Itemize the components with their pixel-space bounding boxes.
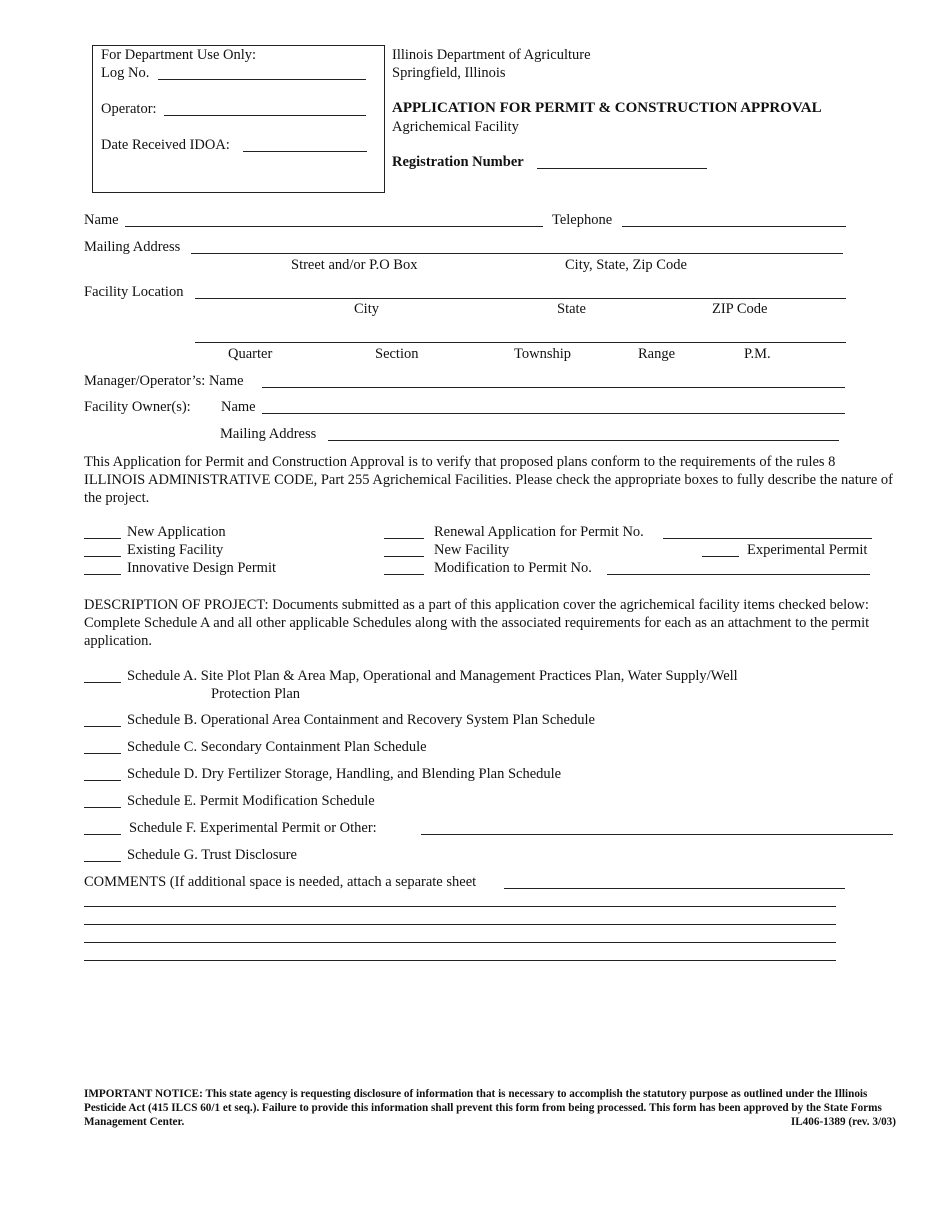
comments-line-first[interactable] — [504, 888, 845, 889]
schedule-f-blank[interactable] — [84, 834, 121, 835]
experimental-permit-blank[interactable] — [702, 556, 739, 557]
comments-line[interactable] — [84, 942, 836, 943]
schedule-g-label: Schedule G. Trust Disclosure — [127, 847, 297, 863]
schedule-f-other-field[interactable] — [421, 834, 893, 835]
range-caption: Range — [638, 346, 676, 362]
telephone-field[interactable] — [622, 226, 846, 227]
facility-zip-caption: ZIP Code — [712, 301, 768, 317]
form-subtitle: Agrichemical Facility — [392, 119, 519, 135]
operator-field[interactable] — [164, 115, 366, 116]
name-field[interactable] — [125, 226, 543, 227]
schedule-e-label: Schedule E. Permit Modification Schedule — [127, 793, 375, 809]
registration-number-field[interactable] — [537, 168, 707, 169]
modification-blank[interactable] — [384, 574, 424, 575]
schedule-b-blank[interactable] — [84, 726, 121, 727]
manager-operator-label: Manager/Operator’s: Name — [84, 373, 244, 389]
form-title: APPLICATION FOR PERMIT & CONSTRUCTION APPROVAL — [392, 100, 822, 116]
owner-name-label: Name — [221, 399, 256, 415]
schedule-a-label-continued: Protection Plan — [211, 686, 301, 702]
comments-line[interactable] — [84, 960, 836, 961]
pm-caption: P.M. — [744, 346, 771, 362]
log-number-label: Log No. — [101, 65, 150, 81]
facility-location-field[interactable] — [195, 298, 846, 299]
new-application-label: New Application — [127, 524, 226, 540]
comments-line[interactable] — [84, 924, 836, 925]
schedule-g-blank[interactable] — [84, 861, 121, 862]
existing-facility-blank[interactable] — [84, 556, 121, 557]
mailing-address-label: Mailing Address — [84, 239, 181, 255]
facility-location-label: Facility Location — [84, 284, 184, 300]
renewal-blank[interactable] — [384, 538, 424, 539]
intro-paragraph: This Application for Permit and Construction Approval is to verify that proposed plans conform to the requirements of the rules 8 ILLINOIS ADMINISTRATIVE CODE, Part 255 Agrichemical Facilities. Please check the appropriate boxes to fully describe the nature of the project. — [84, 454, 893, 506]
schedule-c-blank[interactable] — [84, 753, 121, 754]
modification-permit-number-field[interactable] — [607, 574, 870, 575]
important-notice-text: IMPORTANT NOTICE: This state agency is requesting disclosure of information that is necessary to accomplish the statutory purpose as outlined under the Illinois Pesticide Act (415 ILCS 60/1 et seq.). Failure to provide this information shall prevent this form from being processed. This form has been approved by the State Forms Management Center. — [84, 1088, 882, 1128]
name-label: Name — [84, 212, 119, 228]
schedule-b-label: Schedule B. Operational Area Containment and Recovery System Plan Schedule — [127, 712, 595, 728]
date-received-label: Date Received IDOA: — [101, 137, 230, 153]
comments-label: COMMENTS (If additional space is needed, attach a separate sheet — [84, 874, 477, 890]
renewal-permit-number-field[interactable] — [663, 538, 872, 539]
owner-mailing-field[interactable] — [328, 440, 839, 441]
facility-owner-label: Facility Owner(s): — [84, 399, 191, 415]
comments-line[interactable] — [84, 906, 836, 907]
new-facility-blank[interactable] — [384, 556, 424, 557]
schedule-d-label: Schedule D. Dry Fertilizer Storage, Handling, and Blending Plan Schedule — [127, 766, 562, 782]
schedule-e-blank[interactable] — [84, 807, 121, 808]
schedule-a-blank[interactable] — [84, 682, 121, 683]
department-use-title: For Department Use Only: — [101, 47, 257, 63]
agency-city: Springfield, Illinois — [392, 65, 506, 81]
existing-facility-label: Existing Facility — [127, 542, 224, 558]
telephone-label: Telephone — [552, 212, 613, 228]
operator-label: Operator: — [101, 101, 157, 117]
owner-name-field[interactable] — [262, 413, 845, 414]
new-facility-label: New Facility — [434, 542, 510, 558]
important-notice — [84, 1087, 896, 1129]
log-number-field[interactable] — [158, 79, 366, 80]
legal-description-field[interactable] — [195, 342, 846, 343]
township-caption: Township — [514, 346, 571, 362]
city-state-zip-caption: City, State, Zip Code — [565, 257, 687, 273]
schedule-a-label: Schedule A. Site Plot Plan & Area Map, Operational and Management Practices Plan, Water Supply/Well — [127, 668, 738, 684]
description-paragraph: DESCRIPTION OF PROJECT: Documents submitted as a part of this application cover the agrichemical facility items checked below: Complete Schedule A and all other applicable Schedules along with the associated requirements for each as an attachment to the permit application. — [84, 597, 870, 649]
innovative-design-blank[interactable] — [84, 574, 121, 575]
agency-name: Illinois Department of Agriculture — [392, 47, 591, 63]
form-number: IL406-1389 (rev. 3/03) — [790, 1116, 896, 1128]
quarter-caption: Quarter — [228, 346, 273, 362]
schedule-c-label: Schedule C. Secondary Containment Plan Schedule — [127, 739, 427, 755]
section-caption: Section — [375, 346, 419, 362]
experimental-permit-label: Experimental Permit — [747, 542, 868, 558]
innovative-design-label: Innovative Design Permit — [127, 560, 277, 576]
facility-state-caption: State — [557, 301, 586, 317]
manager-operator-field[interactable] — [262, 387, 845, 388]
owner-mailing-label: Mailing Address — [220, 426, 317, 442]
street-caption: Street and/or P.O Box — [291, 257, 418, 273]
schedule-f-label: Schedule F. Experimental Permit or Other: — [129, 820, 377, 836]
modification-label: Modification to Permit No. — [434, 560, 592, 576]
renewal-label: Renewal Application for Permit No. — [434, 524, 644, 540]
date-received-field[interactable] — [243, 151, 367, 152]
new-application-blank[interactable] — [84, 538, 121, 539]
schedule-d-blank[interactable] — [84, 780, 121, 781]
facility-city-caption: City — [354, 301, 379, 317]
mailing-address-field[interactable] — [191, 253, 843, 254]
registration-number-label: Registration Number — [392, 154, 524, 170]
